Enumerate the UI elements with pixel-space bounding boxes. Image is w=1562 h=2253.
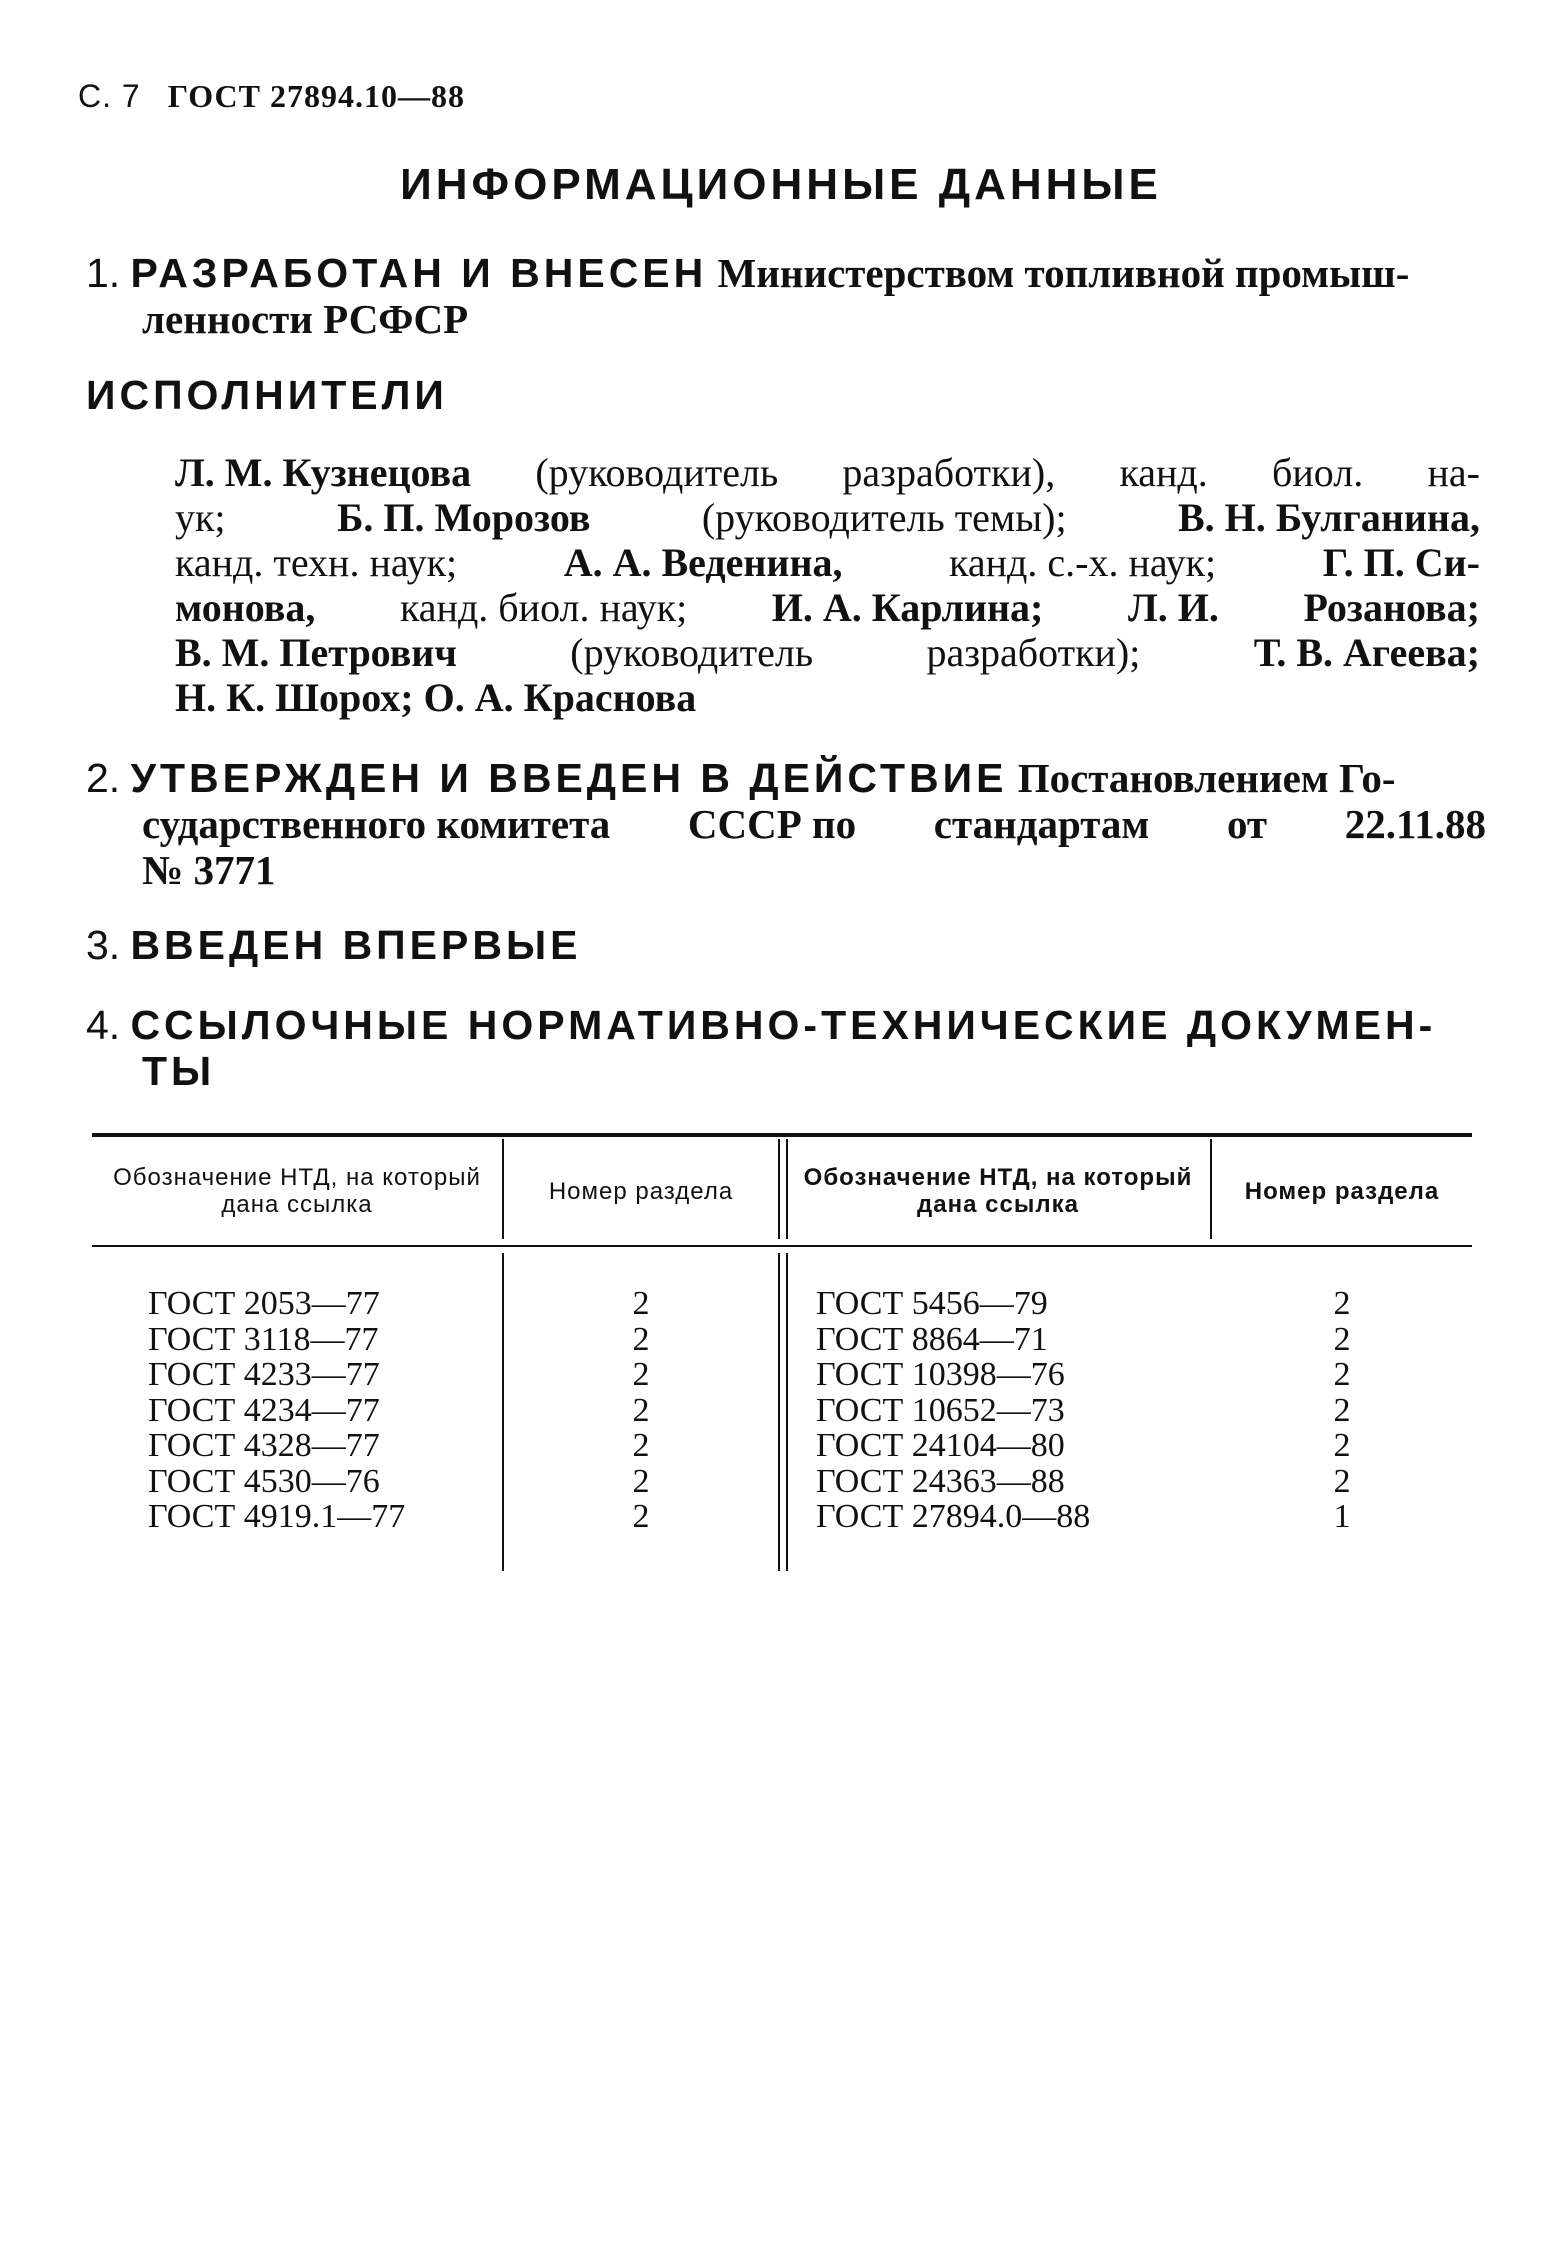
item-1: [86, 250, 1486, 342]
table-cell: 2: [632, 1391, 650, 1429]
table-cell: ГОСТ 4919.1—77: [148, 1498, 406, 1535]
table-cell: 2: [632, 1285, 650, 1322]
table-cell: 2: [1333, 1462, 1351, 1500]
item-1-text: Министерством топливной промыш-: [717, 250, 1410, 296]
table-cell: ГОСТ 2053—77: [148, 1285, 380, 1322]
right-doc-column: [816, 1286, 1090, 1535]
page-title: ИНФОРМАЦИОННЫЕ ДАННЫЕ: [400, 160, 1162, 209]
page-header: [78, 78, 465, 115]
performers-line-1: Л. М. Кузнецова (руководитель разработки), канд. биол. на-: [175, 450, 1480, 495]
item-4: [86, 1002, 1486, 1094]
table-cell: 2: [1333, 1320, 1351, 1358]
left-section-column: [504, 1286, 778, 1535]
table-cell: 2: [1333, 1356, 1351, 1393]
performers-line-2: ук; Б. П. Морозов (руководитель темы); В. Н. Булганина,: [175, 495, 1480, 540]
performers-heading: ИСПОЛНИТЕЛИ: [86, 372, 448, 418]
performers-line-4: монова, канд. биол. наук; И. А. Карлина; Л. И. Розанова;: [175, 585, 1480, 630]
item-4-number: 4.: [86, 1002, 121, 1048]
item-3: [86, 922, 1486, 968]
table-divider: [778, 1253, 780, 1571]
table-cell: ГОСТ 4234—77: [148, 1391, 380, 1429]
table-cell: ГОСТ 8864—71: [816, 1320, 1048, 1358]
table-cell: 2: [632, 1427, 650, 1464]
table-cell: 2: [632, 1320, 650, 1358]
performers-line-3: канд. техн. наук; А. А. Веденина, канд. с.-х. наук; Г. П. Си-: [175, 540, 1480, 585]
reference-documents-table: [92, 1133, 1472, 1573]
item-4-caps: ССЫЛОЧНЫЕ НОРМАТИВНО-ТЕХНИЧЕСКИЕ ДОКУМЕН-: [130, 1002, 1437, 1048]
table-divider: [778, 1139, 780, 1239]
item-1-caps: РАЗРАБОТАН И ВНЕСЕН: [130, 250, 708, 296]
item-1-text-cont: ленности РСФСР: [142, 296, 469, 342]
standard-number: ГОСТ 27894.10—88: [167, 78, 465, 114]
item-2-decree-number: № 3771: [142, 847, 276, 893]
performers-line-6: Н. К. Шорох; О. А. Краснова: [175, 675, 697, 720]
header-doc-right: Обозначение НТД, на который дана ссылка: [803, 1164, 1193, 1218]
item-2-caps: УТВЕРЖДЕН И ВВЕДЕН В ДЕЙСТВИЕ: [130, 755, 1008, 801]
item-2: [86, 755, 1486, 893]
table-cell: ГОСТ 4328—77: [148, 1427, 380, 1464]
header-section-left: Номер раздела: [548, 1177, 734, 1205]
table-cell: ГОСТ 3118—77: [148, 1320, 379, 1358]
table-cell: ГОСТ 4530—76: [148, 1462, 380, 1500]
performers-list: [175, 450, 1480, 720]
table-cell: ГОСТ 24363—88: [816, 1462, 1065, 1500]
item-1-number: 1.: [86, 250, 121, 296]
table-cell: ГОСТ 24104—80: [816, 1427, 1065, 1464]
header-doc-left: Обозначение НТД, на который дана ссылка: [113, 1164, 481, 1218]
table-cell: 2: [1333, 1391, 1351, 1429]
table-cell: 2: [1333, 1427, 1351, 1464]
table-cell: 2: [632, 1356, 650, 1393]
table-cell: ГОСТ 4233—77: [148, 1356, 380, 1393]
right-section-column: [1212, 1286, 1472, 1535]
page-number: С. 7: [78, 78, 141, 114]
item-4-caps-cont: ТЫ: [142, 1048, 216, 1094]
left-doc-column: [148, 1286, 405, 1535]
table-cell: ГОСТ 27894.0—88: [816, 1498, 1091, 1535]
table-cell: 2: [632, 1462, 650, 1500]
item-3-caps: ВВЕДЕН ВПЕРВЫЕ: [130, 922, 582, 968]
performers-line-5: В. М. Петрович (руководитель разработки); Т. В. Агеева;: [175, 630, 1480, 675]
table-header-rule: [92, 1245, 1472, 1247]
header-section-right: Номер раздела: [1244, 1177, 1440, 1205]
item-2-text-cont: сударственного комитета СССР по стандартам от 22.11.88: [142, 801, 1486, 847]
item-2-number: 2.: [86, 755, 121, 801]
table-cell: 1: [1333, 1498, 1351, 1535]
table-cell: 2: [1333, 1285, 1351, 1322]
table-cell: ГОСТ 10398—76: [816, 1356, 1065, 1393]
table-cell: ГОСТ 10652—73: [816, 1391, 1065, 1429]
table-cell: 2: [632, 1498, 650, 1535]
table-divider: [786, 1253, 788, 1571]
item-3-number: 3.: [86, 922, 121, 968]
table-cell: ГОСТ 5456—79: [816, 1285, 1048, 1322]
item-2-text: Постановлением Го-: [1017, 755, 1396, 801]
